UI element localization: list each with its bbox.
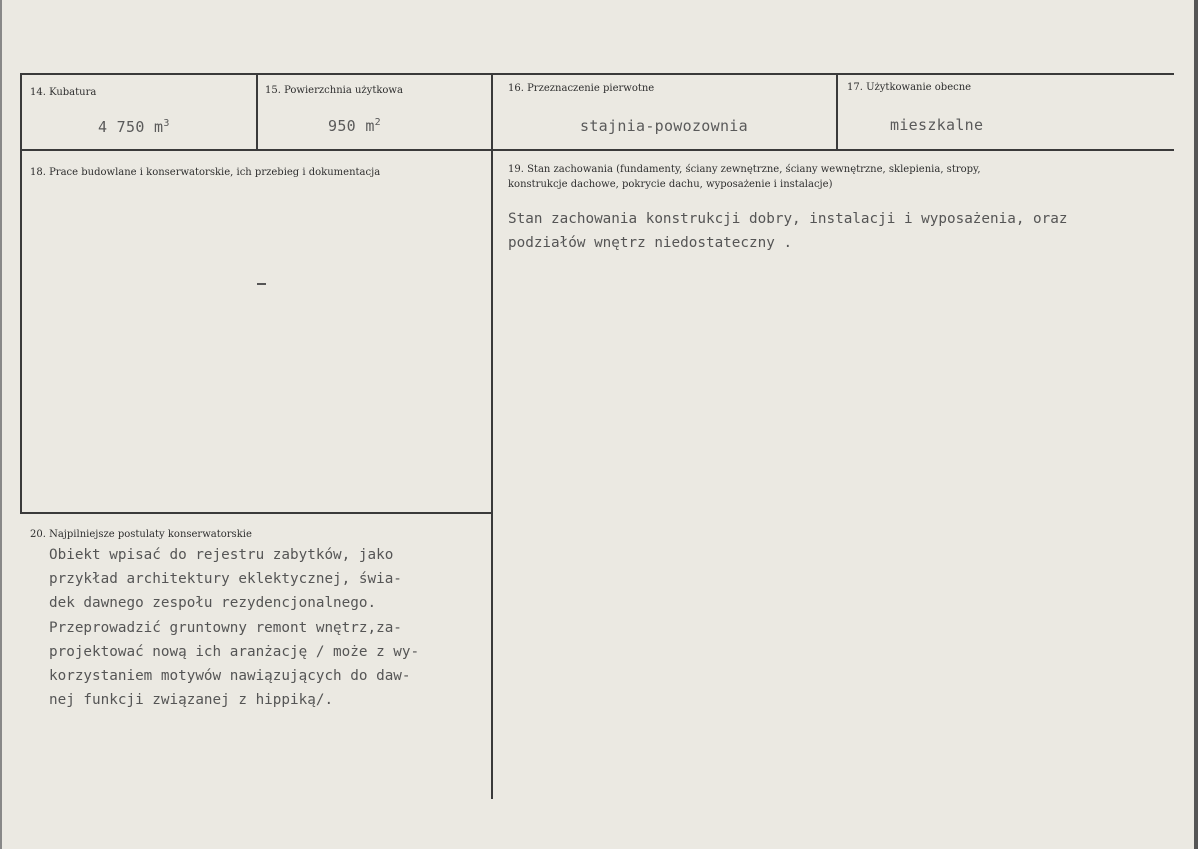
field20-label: 20. Najpilniejsze postulaty konserwatorskie <box>30 529 252 540</box>
row1-bottom-border <box>20 149 1174 151</box>
field15-value <box>328 117 381 135</box>
field16-label: 16. Przeznaczenie pierwotne <box>508 83 655 94</box>
field17-value: mieszkalne <box>890 116 984 134</box>
field18-label: 18. Prace budowlane i konserwatorskie, ich przebieg i dokumentacja <box>30 167 381 178</box>
field14-value-text: 4 750 m <box>98 118 164 136</box>
field19-label-line2: konstrukcje dachowe, pokrycie dachu, wyposażenie i instalacje) <box>508 179 833 190</box>
field20-top-border <box>20 512 493 514</box>
field18-dash <box>257 283 266 285</box>
field20-text: Obiekt wpisać do rejestru zabytków, jako przykład architektury eklektycznej, świa- dek dawnego zespołu rezydencjonalnego. Przeprowadzić gruntowny remont wnętrz,za- projektować nową ich aranżację / może z wy- korzystaniem motywów nawiązujących do daw- nej funkcji związanej z hippiką/. <box>49 547 420 709</box>
field14-label: 14. Kubatura <box>30 87 97 98</box>
field17-label: 17. Użytkowanie obecne <box>847 82 972 93</box>
field19-label-line1: 19. Stan zachowania (fundamenty, ściany zewnętrzne, ściany wewnętrzne, sklepienia, stropy, <box>508 164 981 175</box>
divider-16-17 <box>836 73 838 151</box>
top-border <box>20 73 1174 75</box>
divider-main <box>491 73 493 799</box>
field15-value-text: 950 m <box>328 117 375 135</box>
divider-14-15 <box>256 73 258 151</box>
field16-value: stajnia-powozownia <box>580 117 748 135</box>
field19-text: Stan zachowania konstrukcji dobry, instalacji i wyposażenia, oraz podziałów wnętrz niedostateczny . <box>508 211 1068 251</box>
left-border <box>20 73 22 513</box>
field15-value-sup: 2 <box>374 117 381 128</box>
field15-label: 15. Powierzchnia użytkowa <box>265 85 403 96</box>
field14-value <box>98 118 170 136</box>
field14-value-sup: 3 <box>163 118 170 129</box>
